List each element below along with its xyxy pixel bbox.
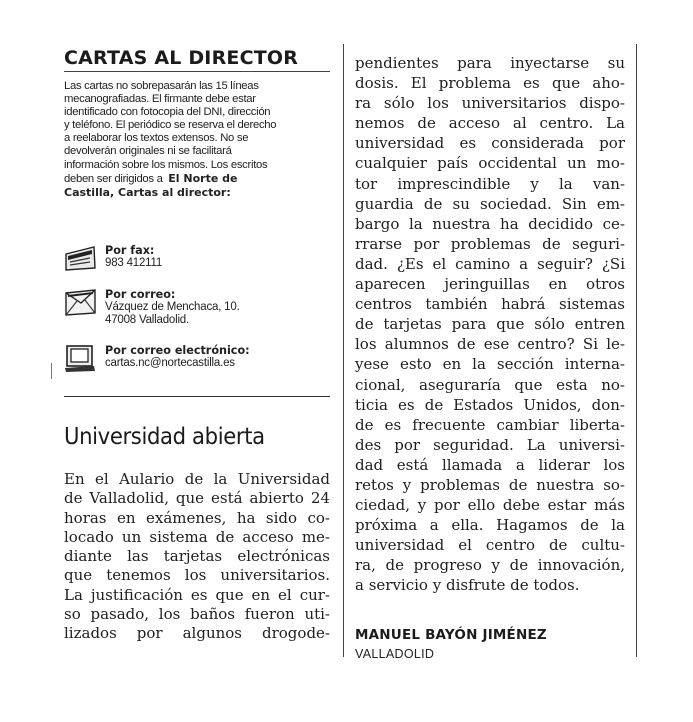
rules-line: a reelaborar los textos extensos. No se <box>64 132 249 145</box>
body-line: tor imprescindible y la van- <box>355 174 625 193</box>
body-line: nemos de acceso al centro. La <box>355 114 625 133</box>
letter-city: VALLADOLID <box>355 647 435 661</box>
right-border-rule <box>636 44 637 657</box>
body-line: de tarjetas para que sólo entren <box>355 315 625 334</box>
body-line: ciedad, y por ello debe estar más <box>355 496 625 515</box>
rules-line <box>64 186 332 200</box>
body-line: ticia es de Estados Unidos, don- <box>355 395 625 414</box>
newspaper-name: El Norte de <box>168 171 238 185</box>
rules-line: información sobre los mismos. Los escritos <box>64 158 268 171</box>
body-line: los alumnos de ese centro? Si le- <box>355 335 625 354</box>
section-title-underline <box>64 71 330 72</box>
section-title: CARTAS AL DIRECTOR <box>64 47 299 69</box>
body-line: aparecen jeringuillas en otros <box>355 275 625 294</box>
body-line: de es frecuente cambiar liberta- <box>355 415 625 434</box>
envelope-icon <box>64 288 97 316</box>
contact-mail-text <box>105 288 240 328</box>
body-line: ra, de progreso y de innovación, <box>355 556 625 575</box>
body-line: universidad el centro de cultu- <box>355 536 625 555</box>
contact-label: Por correo electrónico: <box>105 344 250 357</box>
body-line: La justificación es que en el cur- <box>64 585 330 604</box>
contact-fax-text <box>105 244 162 270</box>
body-line: guardia de su sociedad. Sin em- <box>355 194 625 213</box>
computer-icon <box>64 344 97 372</box>
body-line: próxima a ella. Hagamos de la <box>355 516 625 535</box>
body-line: dad está llamada a liderar los <box>355 455 625 474</box>
letter-body-left <box>64 470 330 644</box>
margin-mark <box>51 363 52 379</box>
body-line: centros también habrá sistemas <box>355 295 625 314</box>
rules-line <box>64 172 332 186</box>
fax-number: 983 412111 <box>105 257 163 270</box>
rules-line: y teléfono. El periódico se reserva el derecho <box>64 119 277 132</box>
rules-line: Las cartas no sobrepasarán las 15 líneas <box>64 80 259 92</box>
newspaper-destination: Castilla, Cartas al director: <box>64 185 231 199</box>
fax-icon <box>64 244 97 272</box>
body-line: yese esto en la sección interna- <box>355 355 625 374</box>
rules-line: mecanografiadas. El firmante debe estar <box>64 93 256 106</box>
letter-author: MANUEL BAYÓN JIMÉNEZ <box>355 627 547 643</box>
body-line: lizados por algunos drogode- <box>64 624 330 643</box>
body-line: locado un sistema de acceso me- <box>64 527 330 546</box>
body-line: retos y problemas de nuestra so- <box>355 475 625 494</box>
email-address[interactable]: cartas.nc@nortecastilla.es <box>105 357 235 370</box>
contact-label: Por correo: <box>105 288 176 301</box>
letter-body-right <box>355 53 625 596</box>
section-divider <box>64 396 330 397</box>
body-line: des por seguridad. La universi- <box>355 435 625 454</box>
column-divider <box>343 44 344 657</box>
contact-label: Por fax: <box>105 244 155 257</box>
body-line: rrarse por problemas de seguri- <box>355 234 625 253</box>
body-line: diante las tarjetas electrónicas <box>64 547 330 566</box>
body-line: de Valladolid, que está abierto 24 <box>64 489 330 508</box>
body-line: horas en exámenes, ha sido co- <box>64 508 330 527</box>
body-line: universidad es considerada por <box>355 134 625 153</box>
rules-tail: deben ser dirigidos a <box>64 172 163 185</box>
submission-rules <box>64 80 332 200</box>
body-line: dosis. El problema es que aho- <box>355 74 625 93</box>
body-line: dad. ¿Es el camino a seguir? ¿Si <box>355 254 625 273</box>
body-line: cualquier país occidental un mo- <box>355 154 625 173</box>
body-line: bargo la nuestra ha decidido ce- <box>355 214 625 233</box>
body-line: a servicio y disfrute de todos. <box>355 576 580 595</box>
postal-address: Vázquez de Menchaca, 10. <box>105 301 240 314</box>
rules-line: devolverán originales ni se facilitará <box>64 145 232 158</box>
letter-headline: Universidad abierta <box>64 424 265 450</box>
body-line: so pasado, los baños fueron uti- <box>64 605 330 624</box>
contact-email-text <box>105 344 250 370</box>
body-line: que tenemos los universitarios. <box>64 566 330 585</box>
body-line: pendientes para inyectarse su <box>355 54 625 72</box>
body-line: En el Aulario de la Universidad <box>64 470 330 488</box>
rules-line: identificado con fotocopia del DNI, dirección <box>64 106 271 119</box>
body-line: ra sólo los universitarios dispo- <box>355 94 625 113</box>
body-line: cional, aseguraría que esta no- <box>355 375 625 394</box>
postal-city: 47008 Valladolid. <box>105 314 189 327</box>
